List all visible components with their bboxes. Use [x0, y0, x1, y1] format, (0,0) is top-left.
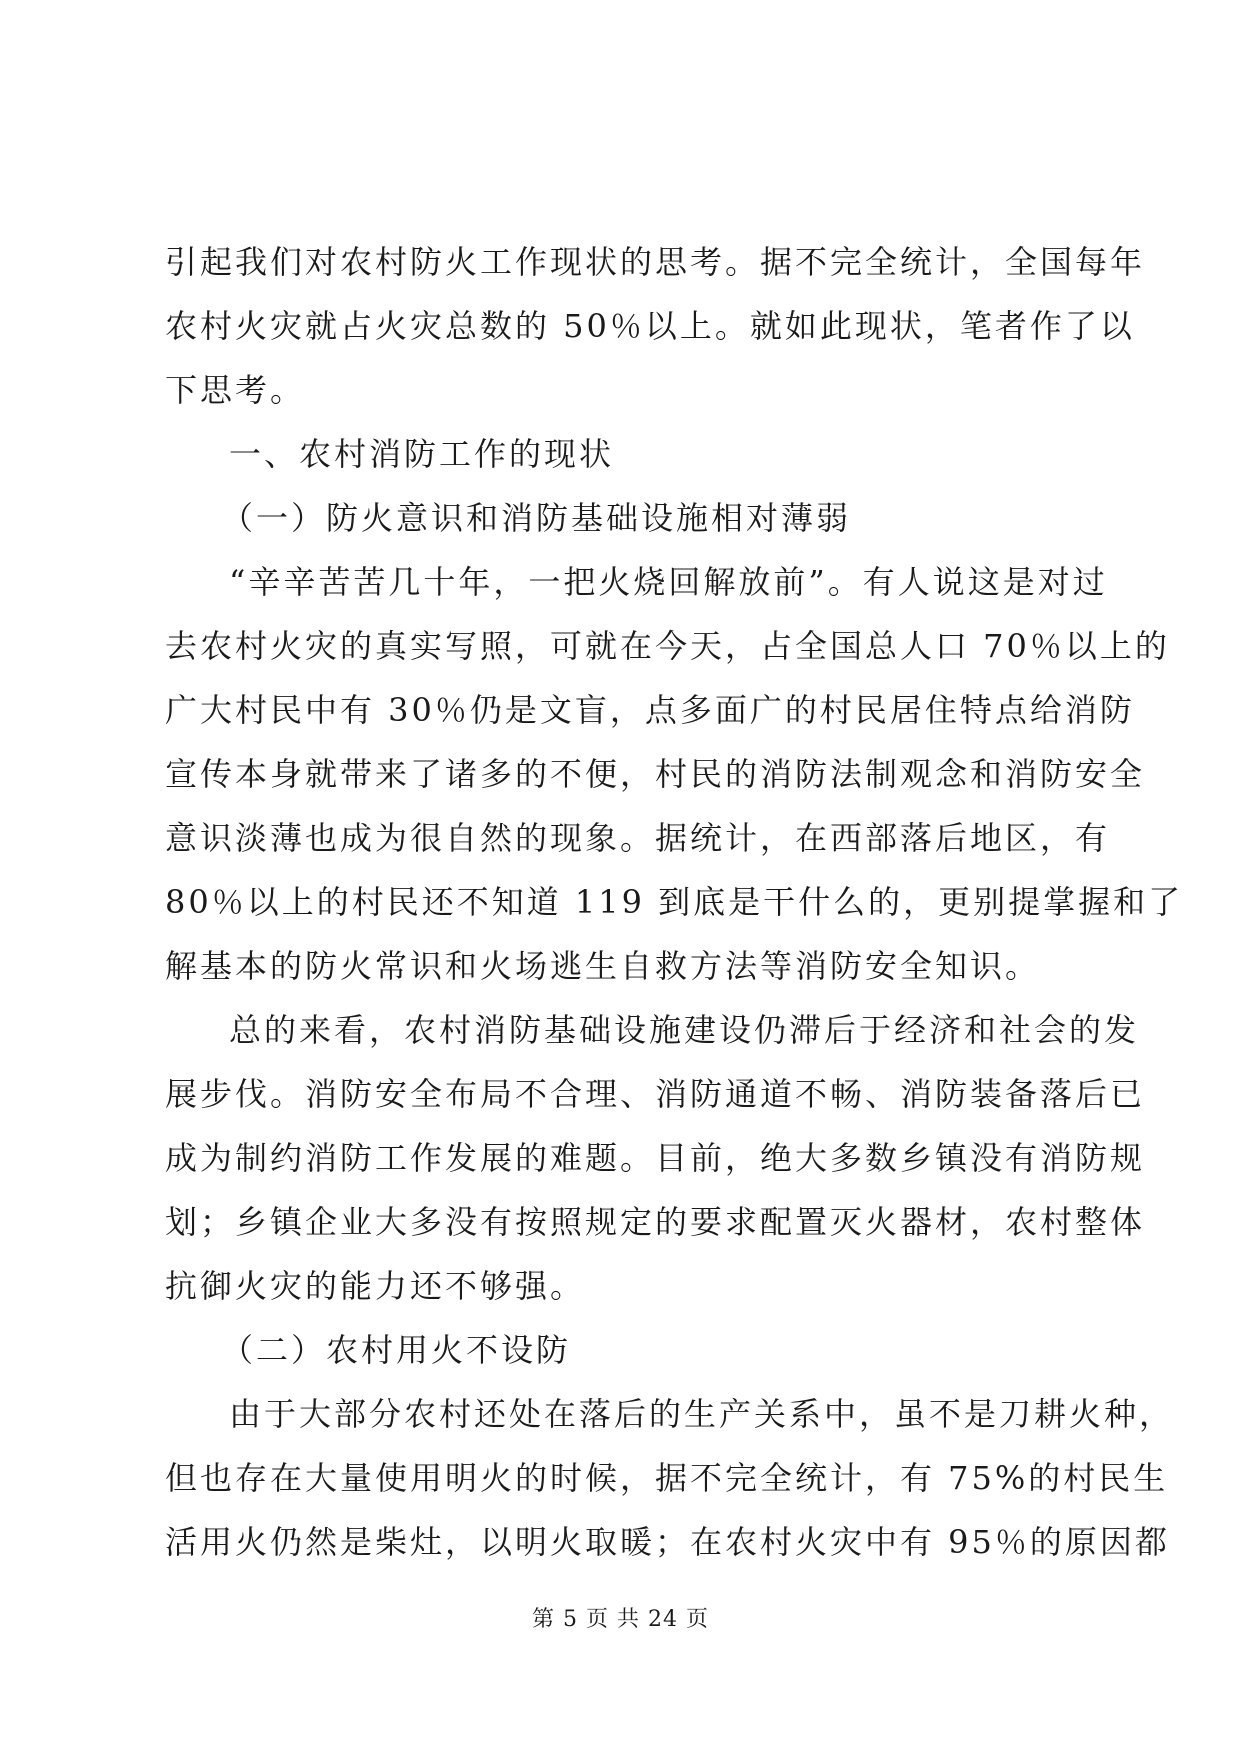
body-line-15: 成为制约消防工作发展的难题。目前，绝大多数乡镇没有消防规 [165, 1139, 1146, 1177]
body-line-14: 展步伐。消防安全布局不合理、消防通道不畅、消防装备落后已 [165, 1075, 1146, 1113]
body-line-19: 由于大部分农村还处在落后的生产关系中，虽不是刀耕火种， [229, 1395, 1175, 1433]
body-line-11: 80％以上的村民还不知道 119 到底是干什么的，更别提掌握和了 [165, 883, 1184, 921]
body-line-17: 抗御火灾的能力还不够强。 [165, 1267, 586, 1305]
page-footer: 第 5 页 共 24 页 [532, 1607, 709, 1632]
section-heading: 一、农村消防工作的现状 [229, 435, 615, 473]
subsection-heading-2: （二）农村用火不设防 [221, 1331, 572, 1369]
body-line-9: 宣传本身就带来了诸多的不便，村民的消防法制观念和消防安全 [165, 755, 1146, 793]
subsection-heading-1: （一）防火意识和消防基础设施相对薄弱 [221, 499, 852, 537]
body-line-1: 引起我们对农村防火工作现状的思考。据不完全统计，全国每年 [165, 243, 1146, 281]
body-line-16: 划；乡镇企业大多没有按照规定的要求配置灭火器材，农村整体 [165, 1203, 1146, 1241]
body-line-6: “辛辛苦苦几十年，一把火烧回解放前”。有人说这是对过 [229, 563, 1108, 601]
body-line-2: 农村火灾就占火灾总数的 50％以上。就如此现状，笔者作了以 [165, 307, 1135, 345]
body-line-21: 活用火仍然是柴灶，以明火取暖；在农村火灾中有 95％的原因都 [165, 1523, 1170, 1561]
body-line-12: 解基本的防火常识和火场逃生自救方法等消防安全知识。 [165, 947, 1041, 985]
body-line-8: 广大村民中有 30％仍是文盲，点多面广的村民居住特点给消防 [165, 691, 1135, 729]
body-line-3: 下思考。 [165, 371, 306, 409]
document-body [165, 230, 1184, 1574]
body-line-7: 去农村火灾的真实写照，可就在今天，占全国总人口 70％以上的 [165, 627, 1170, 665]
body-line-13: 总的来看，农村消防基础设施建设仍滞后于经济和社会的发 [229, 1011, 1140, 1049]
body-line-20: 但也存在大量使用明火的时候，据不完全统计，有 75%的村民生 [165, 1459, 1169, 1497]
body-line-10: 意识淡薄也成为很自然的现象。据统计，在西部落后地区，有 [165, 819, 1111, 857]
